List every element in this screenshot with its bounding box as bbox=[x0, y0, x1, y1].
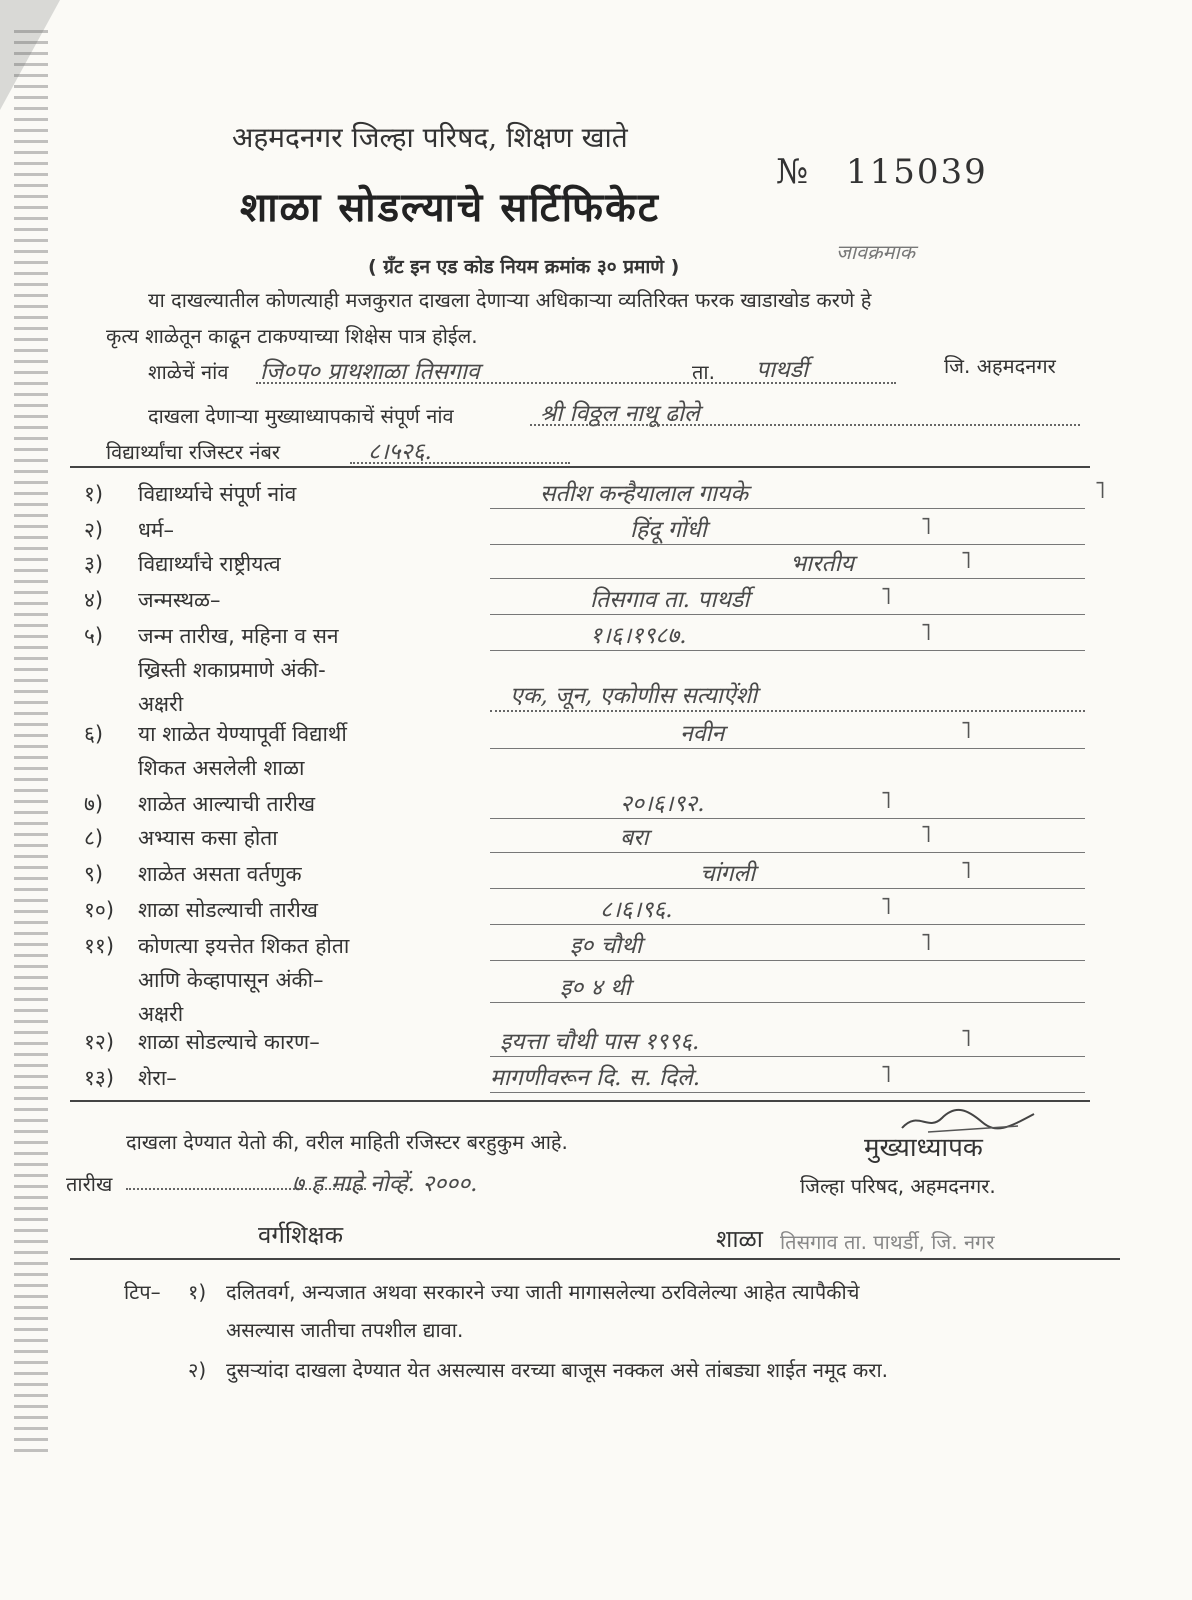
fields-divider bbox=[70, 1100, 1090, 1102]
header-divider bbox=[70, 466, 1090, 468]
field-value: ८।६।९६. bbox=[600, 897, 673, 923]
field-label: जन्म तारीख, महिना व सन bbox=[138, 624, 339, 648]
verification-tick-mark: ˥ bbox=[880, 786, 892, 814]
field-value: इ० चौथी bbox=[570, 933, 642, 959]
field-label: शाळेत आल्याची तारीख bbox=[138, 792, 316, 816]
field-label-line-3: अक्षरी bbox=[138, 692, 184, 716]
warning-line-2: कृत्य शाळेतून काढून टाकण्याच्या शिक्षेस पात्र होईल. bbox=[106, 324, 478, 348]
outward-number-note: जावक्रमाक bbox=[836, 240, 915, 264]
school-stamp-label: शाळा bbox=[716, 1225, 763, 1253]
field-value: चांगली bbox=[700, 861, 756, 887]
field-underline bbox=[490, 748, 1085, 749]
field-underline bbox=[490, 960, 1085, 961]
verification-tick-mark: ˥ bbox=[880, 892, 892, 920]
certificate-title: शाळा सोडल्याचे सर्टिफिकेट bbox=[240, 184, 660, 231]
note-1-line-1: दलितवर्ग, अन्यजात अथवा सरकारने ज्या जाती मागासलेल्या ठरविलेल्या आहेत त्यापैकीचे bbox=[226, 1280, 860, 1304]
field-number: ८) bbox=[84, 826, 104, 850]
field-number: १३) bbox=[84, 1066, 115, 1090]
field-number: २) bbox=[84, 518, 104, 542]
district-label: जि. अहमदनगर bbox=[944, 354, 1056, 378]
taluka-label: ता. bbox=[692, 360, 715, 384]
rule-reference: ( ग्रँट इन एड कोड नियम क्रमांक ३० प्रमाणे ) bbox=[368, 256, 680, 278]
date-value: ७ ह माहे नोव्हें. २०००. bbox=[292, 1171, 478, 1197]
field-underline bbox=[490, 508, 1085, 509]
field-underline bbox=[490, 1092, 1085, 1093]
field-value: बरा bbox=[620, 825, 649, 851]
field-value: तिसगाव ता. पाथर्डी bbox=[590, 587, 750, 613]
note-label: टिप– bbox=[124, 1280, 161, 1304]
field-value-line-2: एक, जून, एकोणीस सत्याऐंशी bbox=[510, 683, 758, 709]
verification-tick-mark: ˥ bbox=[960, 716, 972, 744]
cert-number: 115039 bbox=[846, 152, 988, 192]
verification-tick-mark: ˥ bbox=[920, 618, 932, 646]
field-number: १) bbox=[84, 482, 104, 506]
field-value: भारतीय bbox=[790, 551, 854, 577]
field-label: या शाळेत येण्यापूर्वी विद्यार्थी bbox=[138, 722, 347, 746]
headmaster-name-label: दाखला देणाऱ्या मुख्याध्यापकाचें संपूर्ण नांव bbox=[148, 404, 454, 428]
zp-ahmednagar: जिल्हा परिषद, अहमदनगर. bbox=[800, 1174, 996, 1198]
issuing-authority: अहमदनगर जिल्हा परिषद, शिक्षण खाते bbox=[232, 121, 628, 154]
verification-tick-mark: ˥ bbox=[920, 820, 932, 848]
field-label: विद्यार्थ्यांचे राष्ट्रीयत्व bbox=[138, 552, 281, 576]
field-underline bbox=[490, 578, 1085, 579]
field-underline bbox=[490, 1056, 1085, 1057]
field-value: नवीन bbox=[680, 721, 725, 747]
note-2-number: २) bbox=[188, 1358, 207, 1382]
field-underline-line-2 bbox=[490, 710, 1085, 712]
field-value: मागणीवरून दि. स. दिले. bbox=[490, 1065, 701, 1091]
note-2-line-1: दुसऱ्यांदा दाखला देण्यात येत असल्यास वरच्या बाजूस नक्कल असे तांबड्या शाईत नमूद करा. bbox=[226, 1358, 888, 1382]
field-label-line-3: अक्षरी bbox=[138, 1002, 184, 1026]
field-underline-line-2 bbox=[490, 1002, 1085, 1003]
declaration-text: दाखला देण्यात येतो की, वरील माहिती रजिस्टर बरहुकुम आहे. bbox=[126, 1130, 568, 1154]
field-label: अभ्यास कसा होता bbox=[138, 826, 278, 850]
field-label: शाळा सोडल्याची तारीख bbox=[138, 898, 318, 922]
warning-line-1: या दाखल्यातील कोणत्याही मजकुरात दाखला देणाऱ्या अधिकाऱ्या व्यतिरिक्त फरक खाडाखोड करणे हे bbox=[148, 288, 872, 312]
verification-tick-mark: ˥ bbox=[880, 1060, 892, 1088]
field-label-line-2: शिकत असलेली शाळा bbox=[138, 756, 305, 780]
field-label: धर्म– bbox=[138, 518, 174, 542]
field-label-line-2: आणि केव्हापासून अंकी– bbox=[138, 968, 324, 992]
register-number-value: ८।५२६. bbox=[368, 439, 432, 465]
verification-tick-mark: ˥ bbox=[960, 1024, 972, 1052]
field-number: १०) bbox=[84, 898, 115, 922]
field-label-line-2: ख्रिस्ती शकाप्रमाणे अंकी- bbox=[138, 658, 326, 682]
field-value: इयत्ता चौथी पास १९९६. bbox=[500, 1029, 700, 1055]
field-number: ५) bbox=[84, 624, 104, 648]
field-number: १२) bbox=[84, 1030, 115, 1054]
field-number: ९) bbox=[84, 862, 104, 886]
field-number: ४) bbox=[84, 588, 104, 612]
headmaster-dotline bbox=[530, 424, 1080, 426]
school-name-label: शाळेचें नांव bbox=[148, 360, 229, 384]
field-label: शेरा– bbox=[138, 1066, 177, 1090]
register-number-label: विद्यार्थ्यांचा रजिस्टर नंबर bbox=[106, 440, 281, 464]
verification-tick-mark: ˥ bbox=[920, 928, 932, 956]
field-value: हिंदू गोंधी bbox=[630, 517, 707, 543]
field-value-line-2: इ० ४ थी bbox=[560, 975, 631, 1001]
field-underline bbox=[490, 544, 1085, 545]
date-label: तारीख bbox=[66, 1172, 113, 1196]
field-number: ११) bbox=[84, 934, 115, 958]
field-label: शाळा सोडल्याचे कारण– bbox=[138, 1030, 320, 1054]
footer-divider bbox=[70, 1258, 1120, 1260]
note-1-number: १) bbox=[188, 1280, 207, 1304]
verification-tick-mark: ˥ bbox=[1094, 476, 1106, 504]
field-value: १।६।१९८७. bbox=[590, 623, 687, 649]
field-label: शाळेत असता वर्तणुक bbox=[138, 862, 302, 886]
faint-school-stamp: तिसगाव ता. पाथर्डी, जि. नगर bbox=[780, 1230, 995, 1254]
note-1-line-2: असल्यास जातीचा तपशील द्यावा. bbox=[226, 1318, 464, 1342]
class-teacher-label: वर्गशिक्षक bbox=[258, 1221, 344, 1249]
margin-text-strip bbox=[14, 30, 48, 1460]
verification-tick-mark: ˥ bbox=[960, 546, 972, 574]
field-value: २०।६।९२. bbox=[620, 791, 705, 817]
field-underline bbox=[490, 614, 1085, 615]
register-dotline bbox=[350, 462, 570, 464]
field-number: ३) bbox=[84, 552, 104, 576]
field-underline bbox=[490, 924, 1085, 925]
headmaster-name-value: श्री विठ्ठल नाथू ढोले bbox=[540, 401, 700, 427]
field-value: सतीश कन्हैयालाल गायके bbox=[540, 481, 748, 507]
field-number: ६) bbox=[84, 722, 104, 746]
taluka-value: पाथर्डी bbox=[756, 357, 808, 383]
cert-no-label: № bbox=[776, 152, 809, 192]
verification-tick-mark: ˥ bbox=[920, 512, 932, 540]
field-number: ७) bbox=[84, 792, 104, 816]
verification-tick-mark: ˥ bbox=[960, 856, 972, 884]
field-label: विद्यार्थ्याचे संपूर्ण नांव bbox=[138, 482, 297, 506]
headmaster-title: मुख्याध्यापक bbox=[864, 1133, 983, 1163]
field-underline bbox=[490, 650, 1085, 651]
school-name-value: जि०प० प्राथशाळा तिसगाव bbox=[260, 359, 480, 385]
field-label: कोणत्या इयत्तेत शिकत होता bbox=[138, 934, 350, 958]
field-underline bbox=[490, 852, 1085, 853]
field-underline bbox=[490, 818, 1085, 819]
field-underline bbox=[490, 888, 1085, 889]
verification-tick-mark: ˥ bbox=[880, 582, 892, 610]
field-label: जन्मस्थळ– bbox=[138, 588, 221, 612]
